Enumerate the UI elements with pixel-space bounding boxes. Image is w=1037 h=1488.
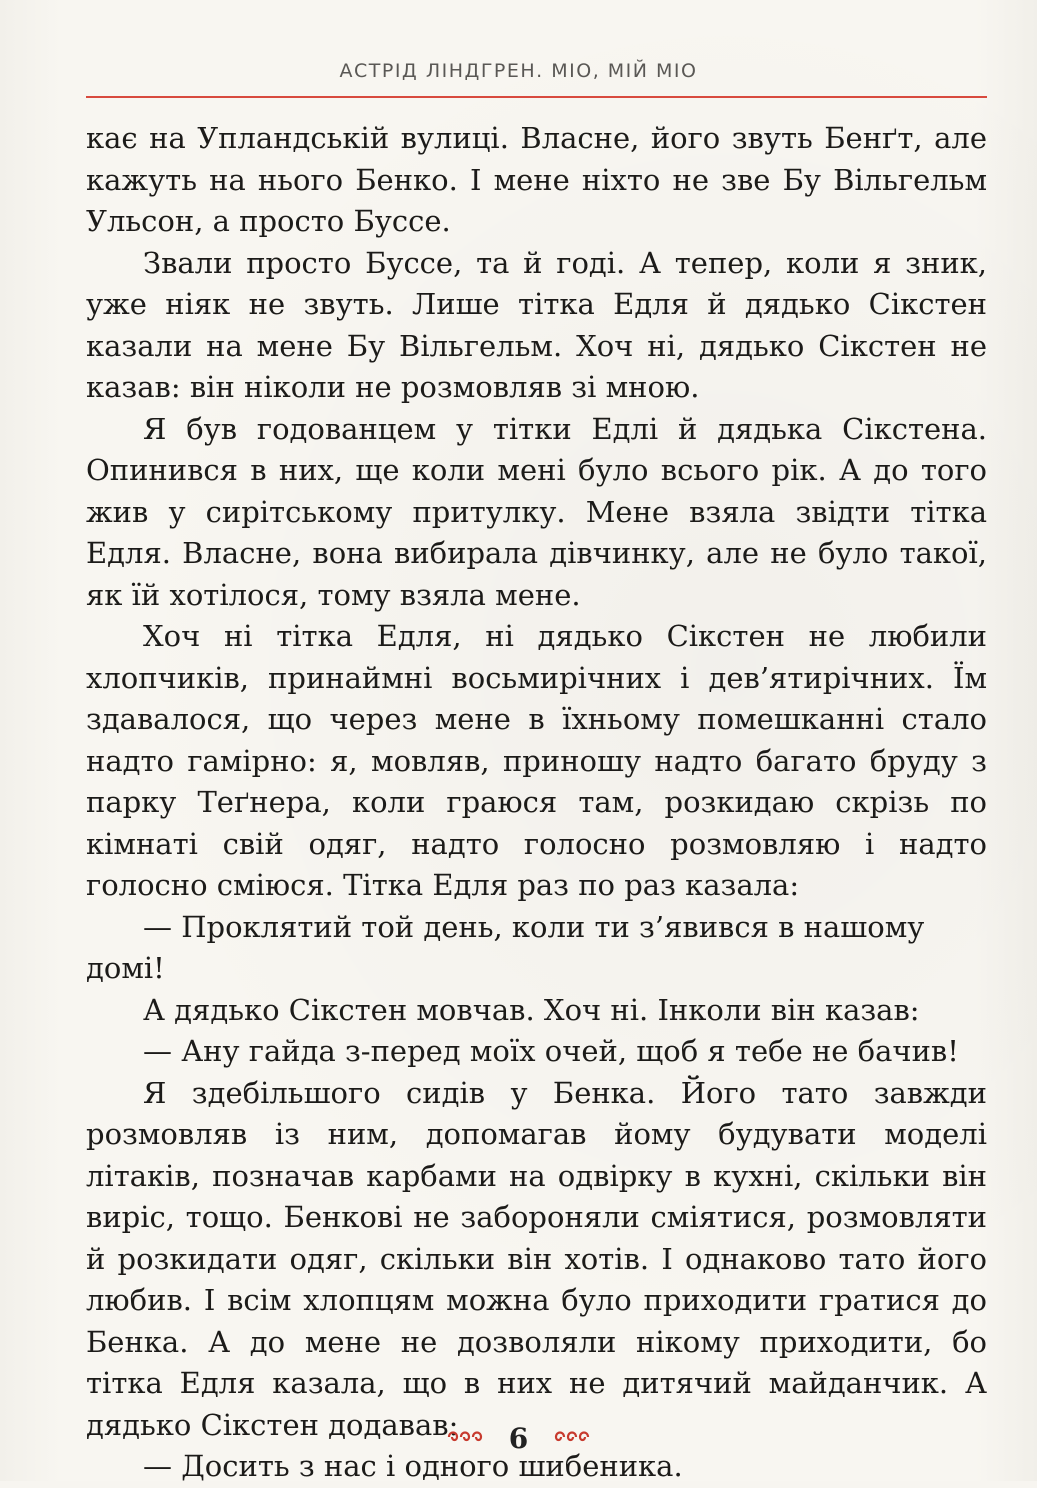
dialogue-line: — Проклятий той день, коли ти з’явився в нашому домі! [86, 909, 925, 985]
paragraph: Звали просто Буссе, та й годі. А тепер, коли я зник, уже ніяк не звуть. Лише тітка Едля й дядько Сікстен казали на мене Бу Вільгельм. Хоч ні, дядько Сікстен не казав: він ніколи не розмовляв зі мною. [86, 245, 987, 404]
page-number: 6 [508, 1422, 529, 1455]
running-header [0, 60, 1037, 82]
swirl-right-icon [550, 1428, 590, 1446]
dialogue-line: — Досить з нас і одного шибеника. [143, 1449, 683, 1483]
header-rule [86, 96, 987, 98]
paragraph: Я був годованцем у тітки Едлі й дядька Сікстена. Опинився в них, ще коли мені було всього рік. А до того жив у сирітському притулку. Мене взяла звідти тітка Едля. Власне, вона вибирала дівчинку, але не було такої, як їй хотілося, тому взяла мене. [86, 411, 987, 612]
swirl-ornament-icon [550, 1426, 590, 1452]
paragraph: Хоч ні тітка Едля, ні дядько Сікстен не любили хлопчиків, принаймні восьмирічних і дев’ятирічних. Їм здавалося, що через мене в їхньому помешканні стало надто гамірно: я, мовляв, приношу надто багато бруду з парку Теґнера, коли граюся там, розкидаю скрізь по кімнаті свій одяг, надто голосно розмовляю і надто голосно сміюся. Тітка Едля раз по раз казала: [86, 619, 987, 902]
swirl-left-icon [447, 1428, 487, 1446]
paragraph: Я здебільшого сидів у Бенка. Його тато завжди розмовляв із ним, допомагав йому будувати моделі літаків, позначав карбами на одвірку в кухні, скільки він виріс, тощо. Бенкові не забороняли сміятися, розмовляти й розкидати одяг, скільки він хотів. І однаково тато його любив. І всім хлопцям можна було приходити гратися до Бенка. А до мене не дозволяли нікому приходити, бо тітка Едля казала, що в них не дитячий майданчик. А дядько Сікстен додавав: [86, 1075, 987, 1442]
dialogue-line: — Ану гайда з-перед моїх очей, щоб я тебе не бачив! [143, 1034, 959, 1068]
paragraph: кає на Упландській вулиці. Власне, його звуть Бенґт, але кажуть на нього Бенко. І мене ніхто не зве Бу Вільгельм Ульсон, а просто Буссе. [86, 121, 987, 238]
swirl-ornament-icon [447, 1426, 487, 1452]
paragraph: А дядько Сікстен мовчав. Хоч ні. Інколи він казав: [143, 992, 920, 1027]
body-text [86, 118, 987, 1488]
page-footer [0, 1422, 1037, 1455]
running-title: АСТРІД ЛІНДГРЕН. МІО, МІЙ МІО [339, 60, 698, 82]
